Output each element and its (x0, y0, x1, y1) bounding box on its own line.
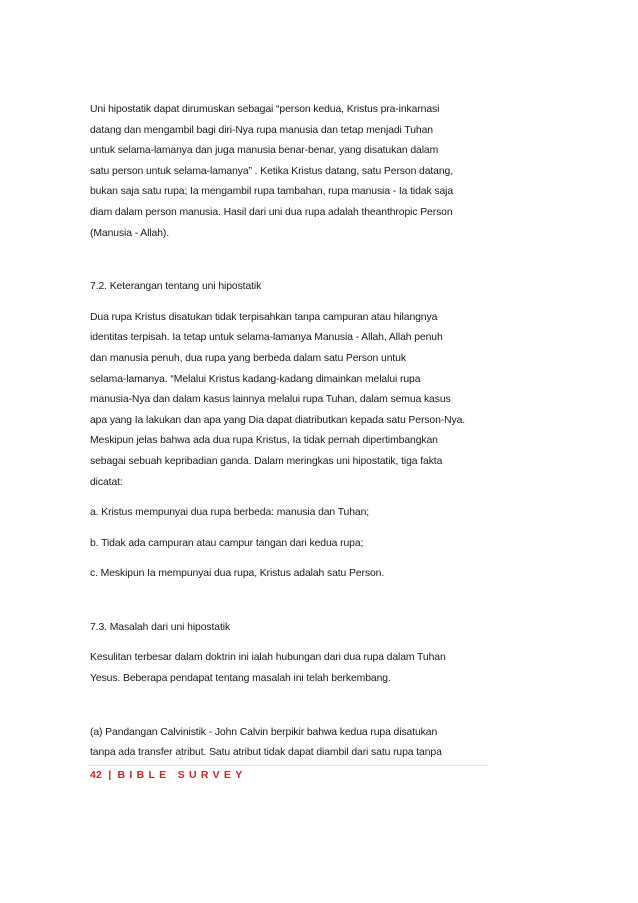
list-item: b. Tidak ada campuran atau campur tangan dari kedua rupa; (90, 537, 364, 549)
page-body (90, 100, 490, 764)
intro-paragraph (90, 100, 490, 244)
text-line: (Manusia ‑ Allah). (90, 227, 170, 239)
heading-text: 7.2. Keterangan tentang uni hipostatik (90, 281, 262, 293)
calvinistic-view-paragraph (90, 723, 490, 764)
text-line: tanpa ada transfer atribut. Satu atribut tidak dapat diambil dari satu rupa tanpa (90, 747, 442, 759)
text-line: untuk selama‑lamanya dan juga manusia benar‑benar, yang disatukan dalam (90, 145, 439, 157)
text-line: Yesus. Beberapa pendapat tentang masalah ini telah berkembang. (90, 673, 391, 685)
paragraph-spacer (90, 554, 490, 564)
text-line: diam dalam person manusia. Hasil dari uni dua rupa adalah theanthropic Person (90, 206, 453, 218)
list-item: a. Kristus mempunyai dua rupa berbeda: manusia dan Tuhan; (90, 507, 370, 519)
heading-text: 7.3. Masalah dari uni hipostatik (90, 621, 231, 633)
page-number: 42 (90, 769, 103, 781)
text-line: (a) Pandangan Calvinistik ‑ John Calvin berpikir bahwa kedua rupa disatukan (90, 726, 438, 738)
fact-c (90, 564, 490, 585)
text-line: datang dan mengambil bagi diri‑Nya rupa manusia dan tetap menjadi Tuhan (90, 124, 433, 136)
list-item: c. Meskipun Ia mempunyai dua rupa, Kristus adalah satu Person. (90, 568, 385, 580)
text-line: manusia‑Nya dan dalam kasus lainnya melalui rupa Tuhan, dalam semua kasus (90, 394, 451, 406)
text-line: sebagai sebuah kepribadian ganda. Dalam meringkas uni hipostatik, tiga fakta (90, 455, 443, 467)
running-title: BIBLE SURVEY (117, 769, 247, 781)
paragraph-spacer (90, 298, 490, 308)
text-line: dan manusia penuh, dua rupa yang berbeda dalam satu Person untuk (90, 352, 406, 364)
text-line: identitas terpisah. Ia tetap untuk selama‑lamanya Manusia ‑ Allah, Allah penuh (90, 332, 443, 344)
paragraph-spacer (90, 524, 490, 534)
section-7-3-paragraph (90, 648, 490, 689)
text-line: Meskipun jelas bahwa ada dua rupa Kristus, Ia tidak pernah dipertimbangkan (90, 435, 438, 447)
text-line: Uni hipostatik dapat dirumuskan sebagai “person kedua, Kristus pra-inkarnasi (90, 104, 440, 115)
section-heading-7-2 (90, 277, 490, 298)
text-line: Kesulitan terbesar dalam doktrin ini ialah hubungan dari dua rupa dalam Tuhan (90, 652, 446, 664)
text-line: satu person untuk selama‑lamanya” . Ketika Kristus datang, satu Person datang, (90, 165, 454, 177)
section-heading-7-3 (90, 618, 490, 639)
fact-b (90, 534, 490, 555)
text-line: bukan saja satu rupa; Ia mengambil rupa tambahan, rupa manusia ‑ Ia tidak saja (90, 186, 454, 198)
section-spacer (90, 585, 490, 618)
text-line: dicatat: (90, 476, 123, 488)
footer-separator: | (108, 769, 112, 781)
section-spacer (90, 690, 490, 723)
paragraph-spacer (90, 638, 490, 648)
section-7-2-paragraph (90, 308, 490, 493)
footer-divider (88, 765, 488, 766)
text-line: Dua rupa Kristus disatukan tidak terpisahkan tanpa campuran atau hilangnya (90, 311, 438, 323)
section-spacer (90, 244, 490, 277)
page-footer (90, 769, 247, 781)
paragraph-spacer (90, 493, 490, 503)
text-line: selama‑lamanya. “Melalui Kristus kadang‑kadang dimainkan melalui rupa (90, 373, 421, 385)
text-line: apa yang Ia lakukan dan apa yang Dia dapat diatributkan kepada satu Person‑Nya. (90, 414, 466, 426)
fact-a (90, 503, 490, 524)
